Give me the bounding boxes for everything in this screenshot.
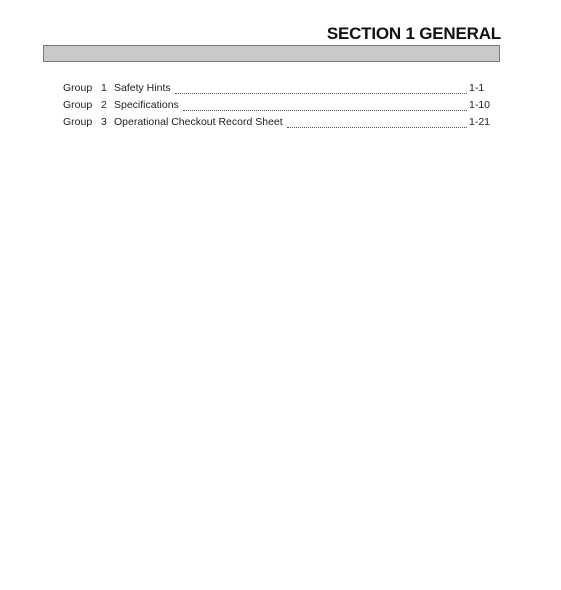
toc-group-label: Group <box>63 116 93 128</box>
dot-leader <box>183 109 467 111</box>
table-of-contents <box>63 82 491 133</box>
toc-group-number: 3 <box>101 116 107 128</box>
toc-entry-group-3[interactable] <box>63 116 491 133</box>
toc-group-number: 2 <box>101 99 107 111</box>
section-title: SECTION 1 GENERAL <box>326 24 501 43</box>
toc-entry-group-2[interactable] <box>63 99 491 116</box>
section-header-bar <box>43 45 500 62</box>
toc-entry-title: Specifications <box>114 99 179 111</box>
toc-group-label: Group <box>63 99 93 111</box>
toc-group-number: 1 <box>101 82 107 94</box>
toc-page-number: 1-21 <box>469 116 491 128</box>
toc-entry-group-1[interactable] <box>63 82 491 99</box>
toc-group-label: Group <box>63 82 93 94</box>
toc-page-number: 1-1 <box>469 82 485 94</box>
toc-entry-title: Safety Hints <box>114 82 171 94</box>
toc-entry-title: Operational Checkout Record Sheet <box>114 116 283 128</box>
dot-leader <box>287 126 467 128</box>
toc-page-number: 1-10 <box>469 99 491 111</box>
dot-leader <box>175 92 467 94</box>
